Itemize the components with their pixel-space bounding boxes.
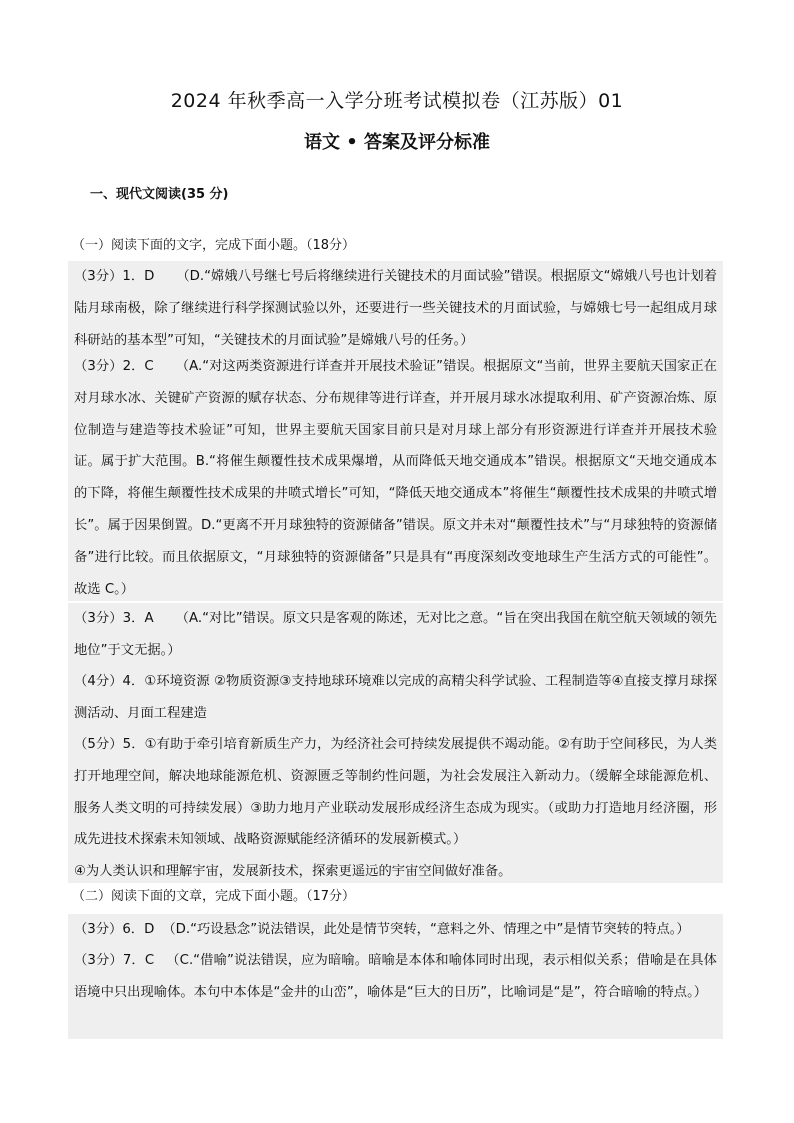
page-subtitle: 语文 • 答案及评分标准 (303, 132, 491, 153)
answer-block-6 (68, 914, 723, 946)
answer-block-2 (68, 351, 723, 601)
answer-text: （A.“对这两类资源进行详查并开展技术验证”错误。根据原文“当前，世界主要航天国家正在对月球水冰、关键矿产资源的赋存状态、分布规律等进行详查，并开展月球水冰提取利用、矿产资源冶炼、原位制造与建造等技术验证”可知，世界主要航天国家目前只是对月球上部分有形资源进行详查并开展技术验证。属于扩大范围。B.“将催生颠覆性技术成果爆增，从而降低天地交通成本”错误。根据原文“天地交通成本的下降，将催生颠覆性技术成果的井喷式增长”可知，“降低天地交通成本”将催生“颠覆性技术成果的井喷式增长”。属于因果倒置。D.“更离不开月球独特的资源储备”错误。原文并未对“颠覆性技术”与“月球独特的资源储备”进行比较。而且依据原文，“月球独特的资源储备”只是具有“再度深刻改变地球生产生活方式的可能性”。故选 C。） (74, 359, 717, 597)
answer-text: （C.“借喻”说法错误，应为暗喻。暗喻是本体和喻体同时出现，表示相似关系；借喻是在具体语境中只出现喻体。本句中本体是“金井的山峦”，喻体是“巨大的日历”，比喻词是“是”，符合暗喻的特点。） (74, 953, 717, 1000)
answer-text: （A.“对比”错误。原文只是客观的陈述，无对比之意。“旨在突出我国在航空航天领域的领先地位”于文无据。） (74, 611, 717, 658)
section-heading: 一、现代文阅读(35 分) (90, 187, 229, 202)
part2-heading: （二）阅读下面的文章，完成下面小题。（17分） (72, 889, 356, 904)
answer-block-1 (68, 261, 723, 357)
answer-text: （D.“巧设悬念”说法错误，此处是情节突转，“意料之外、情理之中”是情节突转的特点。） (162, 922, 690, 937)
answer-text: ①环境资源 ②物质资源③支持地球环境难以完成的高精尖科学试验、工程制造等④直接支撑月球探测活动、月面工程建造 (74, 674, 717, 721)
answer-block-3 (68, 603, 723, 667)
answer-score: （3分）2．C (74, 359, 154, 374)
answer-score: （3分）3．A (74, 611, 154, 626)
part1-heading: （一）阅读下面的文字，完成下面小题。（18分） (72, 238, 356, 253)
answer-score: （3分）6．D (74, 922, 155, 937)
answer-extra: ④为人类认识和理解宇宙，发展新技术，探索更遥远的宇宙空间做好准备。 (74, 864, 512, 880)
answer-text: ①有助于牵引培育新质生产力，为经济社会可持续发展提供不竭动能。②有助于空间移民，为人类打开地理空间，解决地球能源危机、资源匮乏等制约性问题，为社会发展注入新动力。（缓解全球能源危机、服务人类文明的可持续发展）③助力地月产业联动发展形成经济生态成为现实。（或助力打造地月经济圈，形成先进技术探索未知领域、战略资源赋能经济循环的发展新模式。） (74, 737, 717, 848)
answer-block-5 (68, 729, 723, 883)
answer-block-4 (68, 666, 723, 730)
answer-score: （4分）4． (74, 674, 145, 689)
answer-score: （3分）1．D (74, 269, 155, 284)
answer-score: （3分）7．C (74, 953, 155, 968)
answer-block-7 (68, 945, 723, 1039)
page-title: 2024 年秋季高一入学分班考试模拟卷（江苏版）01 (170, 90, 624, 112)
answer-score: （5分）5． (74, 737, 145, 752)
answer-text: （D.“嫦娥八号继七号后将继续进行关键技术的月面试验”错误。根据原文“嫦娥八号也计划着陆月球南极，除了继续进行科学探测试验以外，还要进行一些关键技术的月面试验，与嫦娥七号一起组成月球科研站的基本型”可知，“关键技术的月面试验”是嫦娥八号的任务。） (74, 269, 717, 348)
